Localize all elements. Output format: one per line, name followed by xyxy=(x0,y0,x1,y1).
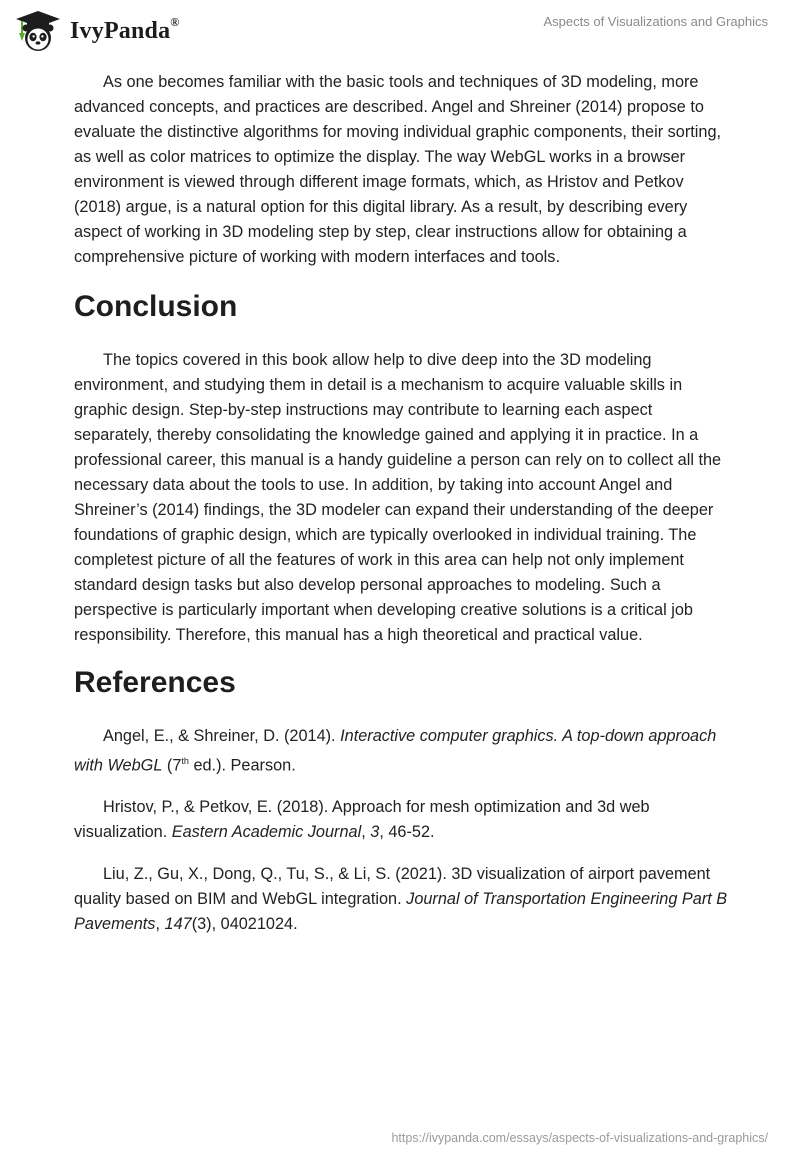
reference-title: Interactive computer graphics. A top-down approach with WebGL xyxy=(74,727,717,775)
panda-graduate-icon xyxy=(14,10,62,52)
reference-item: Angel, E., & Shreiner, D. (2014). Interactive computer graphics. A top-down approach with WebGL (7th ed.). Pearson. xyxy=(74,727,717,775)
reference-volume: 147 xyxy=(164,915,192,934)
reference-item: Hristov, P., & Petkov, E. (2018). Approach for mesh optimization and 3d web visualization. Eastern Academic Journal, 3, 46-52. xyxy=(74,798,650,842)
source-url[interactable]: https://ivypanda.com/essays/aspects-of-visualizations-and-graphics/ xyxy=(391,1131,768,1145)
conclusion-paragraph: The topics covered in this book allow help to dive deep into the 3D modeling environment, and studying them in detail is a mechanism to acquire valuable skills in graphic design. Step-by-step instructions may contribute to learning each aspect separately, thereby consolidating the knowledge gained and applying it in practice. In a professional career, this manual is a handy guideline a person can rely on to collect all the necessary data about the tools to use. In addition, by taking into account Angel and Shreiner’s (2014) findings, the 3D modeler can expand their understanding of the deeper foundations of graphic design, which are typically overlooked in individual training. The completest picture of all the features of work in this area can help not only implement standard design tasks but also develop personal approaches to modeling. Such a perspective is particularly important when developing creative solutions is a critical job responsibility. Therefore, this manual has a high theoretical and practical value. xyxy=(74,351,722,644)
registered-mark: ® xyxy=(170,14,180,29)
document-body xyxy=(74,70,734,937)
ivypanda-logo[interactable] xyxy=(14,10,179,52)
reference-volume: 3 xyxy=(370,823,380,842)
references-heading: References xyxy=(74,666,236,699)
reference-journal: Eastern Academic Journal xyxy=(171,823,362,842)
reference-journal: Journal of Transportation Engineering Part B Pavements xyxy=(74,890,728,934)
intro-paragraph: As one becomes familiar with the basic tools and techniques of 3D modeling, more advanced concepts, and practices are described. Angel and Shreiner (2014) propose to evaluate the distinctive algorithms for moving individual graphic components, their sorting, as well as color matrices to optimize the display. The way WebGL works in a browser environment is viewed through different image formats, which, as Hristov and Petkov (2018) argue, is a natural option for this digital library. As a result, by describing every aspect of working in 3D modeling step by step, clear instructions allow for obtaining a comprehensive picture of working with modern interfaces and tools. xyxy=(74,73,722,266)
running-title: Aspects of Visualizations and Graphics xyxy=(543,14,768,29)
page-header xyxy=(0,0,800,70)
reference-item: Liu, Z., Gu, X., Dong, Q., Tu, S., & Li, S. (2021). 3D visualization of airport pavement quality based on BIM and WebGL integration. Journal of Transportation Engineering Part B Pavements, 147(3), 04021024. xyxy=(74,865,728,934)
conclusion-heading: Conclusion xyxy=(74,290,238,323)
brand-name: IvyPanda® xyxy=(70,14,180,44)
